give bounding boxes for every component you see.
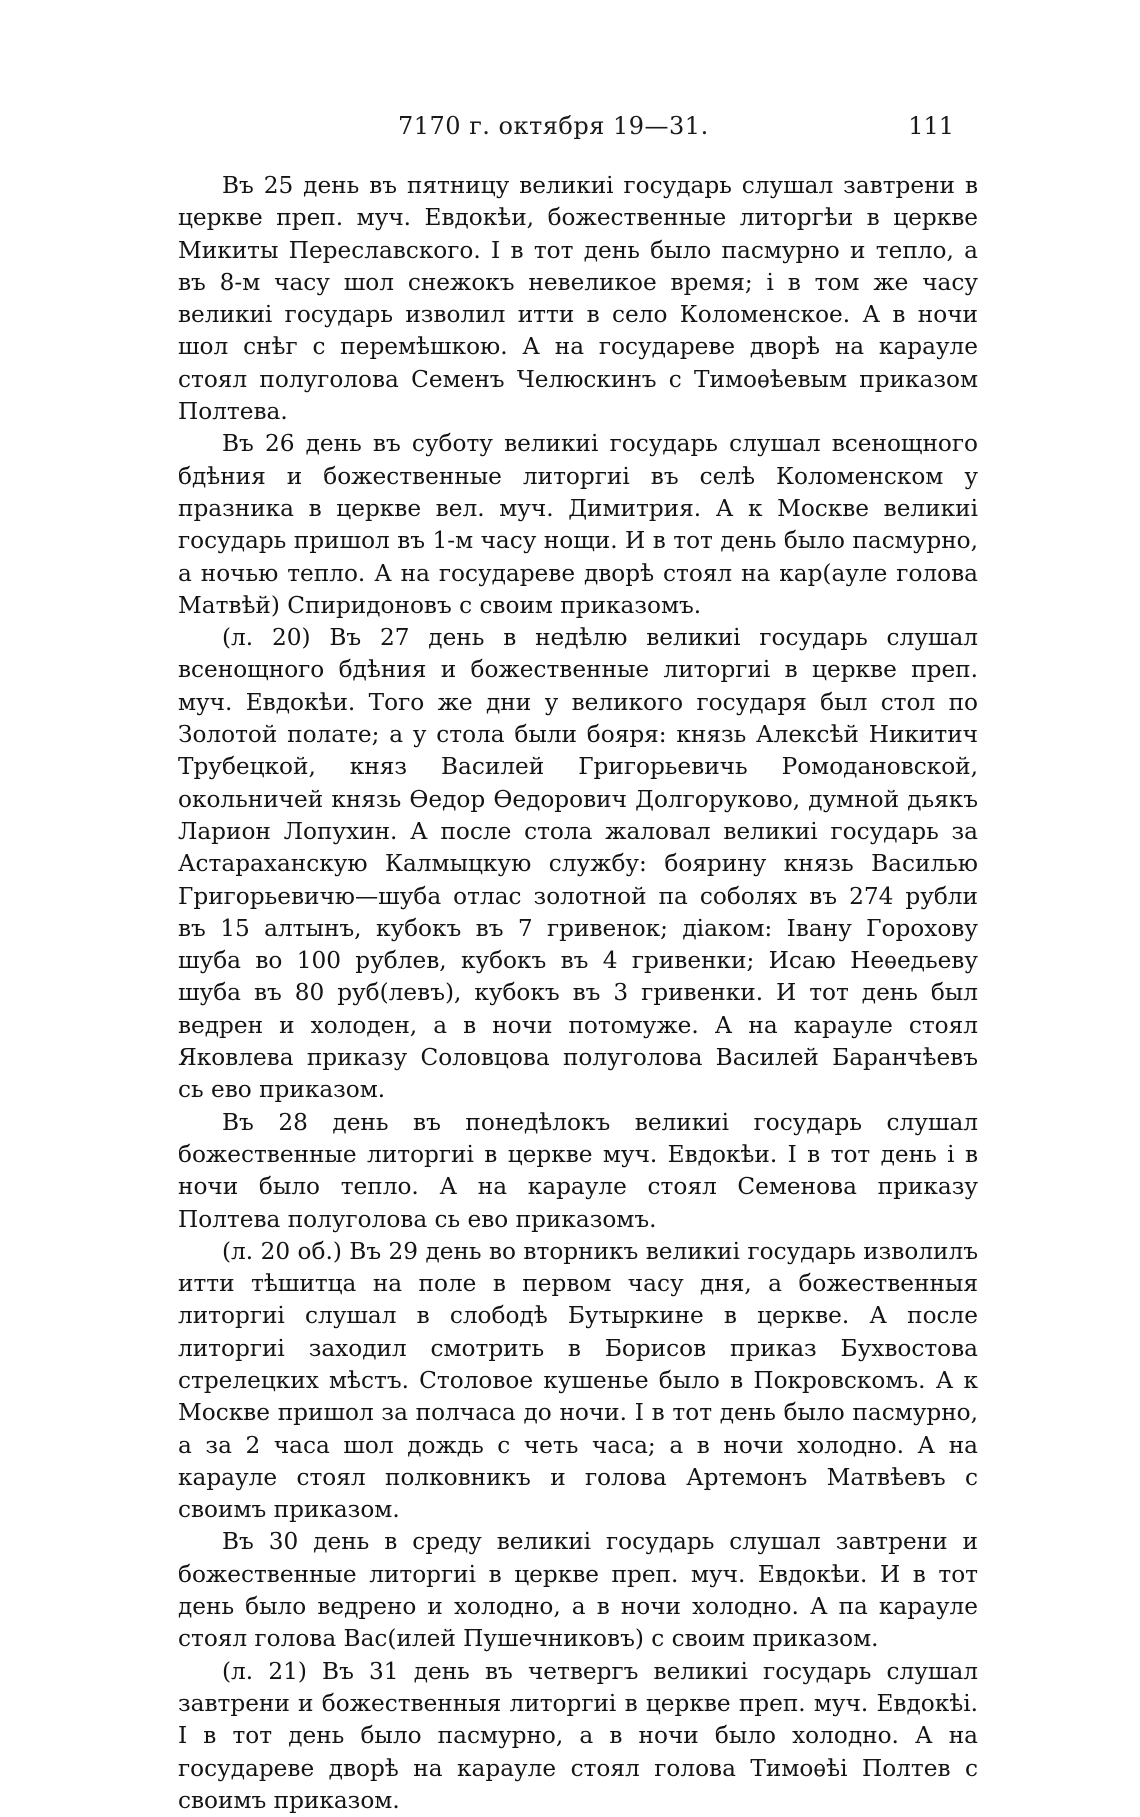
paragraph-oct-31: (л. 21) Въ 31 день въ четвергъ великиі государь слушал завтрени и божественныя литоргиі в церкве преп. муч. Евдокѣі. І в тот день было пасмурно, а в ночи было холодно. А на государеве дворѣ на карауле стоял голова Тимоѳѣі Полтев с своимъ приказом. bbox=[178, 1657, 978, 1814]
paragraph-oct-26: Въ 26 день въ суботу великиі государь слушал всенощного бдѣния и божественные литоргиі въ селѣ Коломенском у празника в церкве вел. муч. Димитрия. А к Москве великиі государь пришол въ 1-м часу нощи. И в тот день было пасмурно, а ночью тепло. А на государеве дворѣ стоял на кар(ауле голова Матвѣй) Спиридоновъ с своим приказомъ. bbox=[178, 430, 978, 619]
paragraph-oct-27: (л. 20) Въ 27 день в недѣлю великиі государь слушал всенощного бдѣния и божественные литоргиі в церкве преп. муч. Евдокѣи. Того же дни у великого государя был стол по Золотой полате; а у стола были бояря: князь Алексѣй Никитич Трубецкой, княз Василей Григорьевичь Ромодановской, окольничей князь Ѳедор Ѳедорович Долгоруково, думной дьякъ Ларион Лопухин. А после стола жаловал великиі государь за Астараханскую Калмыцкую службу: боярину князь Василью Григорьевичю—шуба отлас золотной па соболях въ 274 рубли въ 15 алтынъ, кубокъ въ 7 гривенок; діаком: Івану Горохову шуба во 100 рублев, кубокъ въ 4 гривенки; Исаю Неѳедьеву шуба въ 80 руб(левъ), кубокъ въ 3 гривенки. И тот день был ведрен и холоден, а в ночи потомуже. А на карауле стоял Яковлева приказу Соловцова полуголова Василей Баранчѣевъ сь ево приказом. bbox=[178, 624, 978, 1104]
header-title: 7170 г. октября 19—31. bbox=[398, 112, 709, 140]
paragraph-oct-28: Въ 28 день въ понедѣлокъ великиі государь слушал божественные литоргиі в церкве муч. Евдокѣи. І в тот день і в ночи было тепло. А на карауле стоял Семенова приказу Полтева полуголова сь ево приказомъ. bbox=[178, 1108, 978, 1233]
paragraph-oct-30: Въ 30 день в среду великиі государь слушал завтрени и божественные литоргиі в церкве преп. муч. Евдокѣи. И в тот день было ведрено и холодно, а в ночи холодно. А па карауле стоял голова Вас(илей Пушечниковъ) с своим приказом. bbox=[178, 1528, 978, 1653]
body-text bbox=[178, 170, 978, 1817]
paragraph-oct-25: Въ 25 день въ пятницу великиі государь слушал завтрени в церкве преп. муч. Евдокѣи, божественные литоргѣи в церкве Микиты Переславского. І в тот день было пасмурно и тепло, а въ 8-м часу шол снежокъ невеликое время; і в том же часу великиі государь изволил итти в село Коломенское. А в ночи шол снѣг с перемѣшкою. А на государеве дворѣ на карауле стоял полуголова Семенъ Челюскинъ с Тимоѳѣевым приказом Полтева. bbox=[178, 172, 978, 426]
paragraph-oct-29: (л. 20 об.) Въ 29 день во вторникъ великиі государь изволилъ итти тѣшитца на поле в первом часу дня, а божественныя литоргиі слушал в слободѣ Бутыркине в церкве. А после литоргиі заходил смотрить в Борисов приказ Бухвостова стрелецких мѣстъ. Столовое кушенье было в Покровскомъ. А к Москве пришол за полчаса до ночи. І в тот день было пасмурно, а за 2 часа шол дождь с четь часа; а в ночи холодно. А на карауле стоял полковникъ и голова Артемонъ Матвѣевъ с своимъ приказом. bbox=[178, 1237, 978, 1524]
page-number: 111 bbox=[908, 112, 954, 140]
running-header bbox=[178, 112, 988, 152]
